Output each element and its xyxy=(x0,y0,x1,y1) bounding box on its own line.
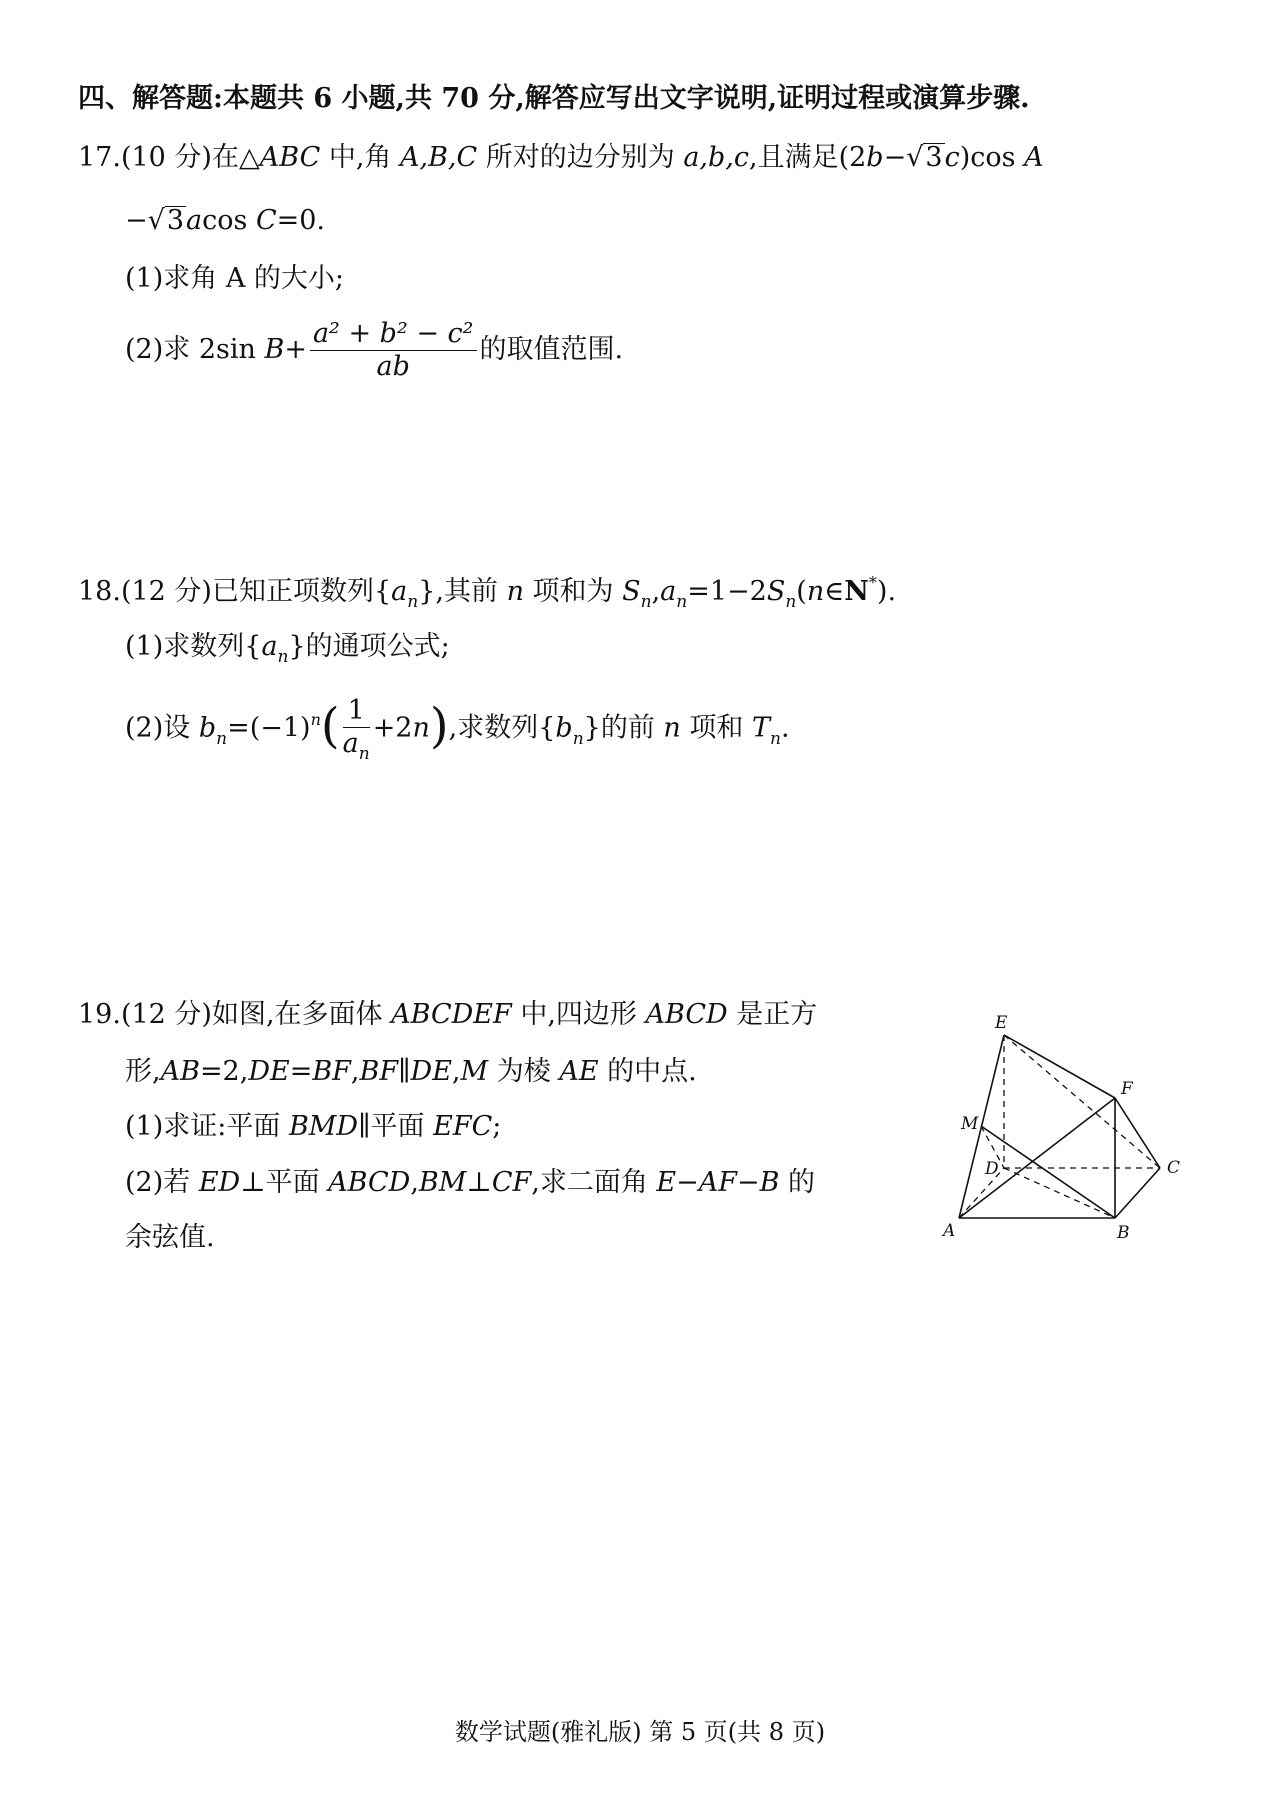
q18-number: 18. xyxy=(78,576,121,607)
q18-sub-n: n xyxy=(277,647,289,667)
q18-text: (1)求数列{ xyxy=(125,631,262,662)
q18-sub-n: n xyxy=(640,592,652,612)
q19-text: =2, xyxy=(199,1056,249,1087)
q19-text: , xyxy=(451,1056,461,1087)
q19-line5: 余弦值. xyxy=(125,1222,215,1253)
edge-EC xyxy=(1004,1035,1160,1168)
q19-seg: DE xyxy=(410,1056,452,1087)
q17-var-B: B xyxy=(264,334,285,365)
q19-seg: BM xyxy=(418,1167,467,1198)
q19-text: ⊥ xyxy=(466,1167,492,1198)
q18-text: ∈ xyxy=(824,576,845,607)
q18-fraction xyxy=(343,695,370,763)
q17-var-a: a xyxy=(186,205,203,236)
q18-sub-n: n xyxy=(785,592,797,612)
q18-sub-n: n xyxy=(769,728,781,749)
q17-line2 xyxy=(125,204,325,238)
q18-text: 项和 xyxy=(680,712,752,744)
q19-text: 形, xyxy=(125,1056,161,1087)
q18-sub-n: n xyxy=(216,728,228,749)
q18-text: (2)设 xyxy=(125,712,199,744)
q17-var-c: c xyxy=(944,142,960,173)
q17-points: (10 分) xyxy=(120,142,212,173)
q17-part1: (1)求角 A 的大小; xyxy=(125,263,345,294)
q18-var-T: T xyxy=(751,712,770,744)
edge-FC xyxy=(1115,1098,1160,1168)
q19-text: ⊥平面 xyxy=(240,1167,329,1198)
polyhedron-figure xyxy=(935,1000,1205,1250)
q19-text: ,求二面角 xyxy=(531,1167,657,1198)
q19-seg: AE xyxy=(559,1056,599,1087)
q19-line2 xyxy=(125,1055,697,1089)
edge-BC xyxy=(1115,1168,1160,1218)
q18-var-S: S xyxy=(622,576,641,607)
q17-var-C: C xyxy=(255,205,277,236)
q17-text: 在△ xyxy=(211,142,260,173)
q17-text: =0. xyxy=(276,205,326,236)
q19-text: (2)若 xyxy=(125,1167,199,1198)
q19-seg: BF xyxy=(359,1056,399,1087)
q18-text: , xyxy=(651,576,661,607)
q18-part2 xyxy=(125,695,790,763)
q19-text: ∥平面 xyxy=(358,1111,434,1142)
q18-line1 xyxy=(78,575,896,612)
q19-text: 如图,在多面体 xyxy=(211,999,392,1030)
q19-seg: BF xyxy=(312,1056,351,1087)
q18-text: ( xyxy=(796,576,807,607)
q19-text: ; xyxy=(492,1111,502,1142)
q18-text: 已知正项数列{ xyxy=(211,576,392,607)
q18-frac-denominator xyxy=(343,728,370,763)
q17-part2-prefix: (2)求 2sin xyxy=(125,334,265,365)
q18-var-S: S xyxy=(766,576,786,607)
q17-part2 xyxy=(125,318,623,383)
q18-text: . xyxy=(780,712,790,744)
q19-line1 xyxy=(78,998,817,1032)
q17-text: ,且满足(2 xyxy=(749,142,867,173)
q17-plus: + xyxy=(284,334,307,365)
q17-sqrt-value: 3 xyxy=(925,142,943,173)
q18-frac-numerator: 1 xyxy=(343,695,370,728)
q18-sub-n: n xyxy=(572,728,584,749)
q17-var-b: b xyxy=(866,142,884,173)
q18-var-n: n xyxy=(506,576,524,607)
q18-text: =1−2 xyxy=(687,576,767,607)
q19-text: (1)求证:平面 xyxy=(125,1111,289,1142)
q19-text: 的中点. xyxy=(598,1056,697,1087)
label-C: C xyxy=(1167,1158,1181,1178)
label-E: E xyxy=(995,1013,1008,1033)
q18-text: ). xyxy=(876,576,897,607)
q19-plane: EFC xyxy=(433,1111,493,1142)
q18-left-paren: ( xyxy=(320,698,340,754)
q17-frac-denominator: ab xyxy=(376,351,410,382)
q19-text: = xyxy=(289,1056,313,1087)
q19-seg: AB xyxy=(160,1056,200,1087)
q18-sub-n: n xyxy=(358,744,370,764)
q18-text: +2 xyxy=(372,712,413,744)
q18-sub-n: n xyxy=(407,592,419,612)
q17-text: 所对的边分别为 xyxy=(477,142,684,173)
q18-text: }的前 xyxy=(583,712,664,744)
q19-part2 xyxy=(125,1166,815,1200)
q17-frac-numerator: a² + b² − c² xyxy=(310,318,477,351)
q19-text: 中,四边形 xyxy=(511,999,646,1030)
label-M: M xyxy=(961,1114,979,1134)
section-header: 四、解答题:本题共 6 小题,共 70 分,解答应写出文字说明,证明过程或演算步骤. xyxy=(78,83,1030,114)
q17-text: )cos xyxy=(959,142,1025,173)
q18-sup-n: n xyxy=(310,709,321,729)
q17-var-A: A xyxy=(1024,142,1044,173)
q18-text: }的通项公式; xyxy=(288,631,450,662)
q19-plane: ABCD xyxy=(328,1167,411,1198)
q17-sqrt-sign: −√ xyxy=(125,205,165,236)
q17-part2-suffix: 的取值范围. xyxy=(479,334,624,365)
q19-dihedral: E−AF−B xyxy=(656,1167,780,1198)
q18-text: =(−1) xyxy=(227,712,311,744)
q17-sqrt-sign: −√ xyxy=(883,142,924,173)
page-footer: 数学试题(雅礼版) 第 5 页(共 8 页) xyxy=(454,1718,826,1746)
label-D: D xyxy=(985,1159,999,1179)
q18-text: },其前 xyxy=(418,576,507,607)
label-F: F xyxy=(1121,1079,1133,1099)
q19-text: ∥ xyxy=(398,1056,411,1087)
q19-text: 的 xyxy=(779,1167,816,1198)
q18-text: 项和为 xyxy=(523,576,623,607)
q19-number: 19. xyxy=(78,999,121,1030)
q18-var-n: n xyxy=(412,712,430,744)
q19-text: 为棱 xyxy=(488,1056,560,1087)
q18-var-n: n xyxy=(663,712,681,744)
q19-seg: CF xyxy=(491,1167,532,1198)
edge-MB xyxy=(981,1126,1115,1218)
q18-sub-n: n xyxy=(676,592,688,612)
q18-var-a: a xyxy=(261,631,278,662)
q19-text: 是正方 xyxy=(727,999,818,1030)
q17-sides: a,b,c xyxy=(683,142,749,173)
q18-natural-numbers: N xyxy=(844,576,869,607)
q18-var-a: a xyxy=(391,576,408,607)
q17-text: cos xyxy=(202,205,256,236)
edge-DB xyxy=(1004,1168,1115,1218)
q18-points: (12 分) xyxy=(120,576,212,607)
label-B: B xyxy=(1117,1223,1130,1243)
q18-var-n: n xyxy=(806,576,825,607)
q18-star: * xyxy=(868,573,877,592)
q19-seg: ED xyxy=(198,1167,241,1198)
q18-var-a: a xyxy=(660,576,677,607)
q19-plane: BMD xyxy=(288,1111,359,1142)
q17-text: 中,角 xyxy=(320,142,400,173)
q18-right-paren: ) xyxy=(429,698,449,754)
q19-text: , xyxy=(350,1056,360,1087)
q17-angles: A,B,C xyxy=(399,142,478,173)
q19-seg: DE xyxy=(248,1056,290,1087)
q19-text: , xyxy=(410,1167,419,1198)
q19-quadrilateral: ABCD xyxy=(645,999,728,1030)
q17-triangle: ABC xyxy=(259,142,321,173)
edge-EF xyxy=(1004,1035,1115,1098)
q18-var-b: b xyxy=(198,712,217,744)
q18-part1 xyxy=(125,630,450,667)
q17-fraction xyxy=(310,318,477,383)
q19-polyhedron: ABCDEF xyxy=(391,999,512,1030)
q19-part1 xyxy=(125,1110,501,1144)
q17-number: 17. xyxy=(78,142,121,173)
q18-var-a: a xyxy=(342,728,359,759)
q19-point: M xyxy=(460,1056,489,1087)
q18-text: ,求数列{ xyxy=(448,712,556,744)
label-A: A xyxy=(943,1221,956,1241)
q18-var-b: b xyxy=(555,712,573,744)
q17-sqrt-value: 3 xyxy=(166,205,185,236)
q19-points: (12 分) xyxy=(120,999,212,1030)
q17-line1 xyxy=(78,141,1044,175)
edge-AF xyxy=(959,1098,1115,1218)
